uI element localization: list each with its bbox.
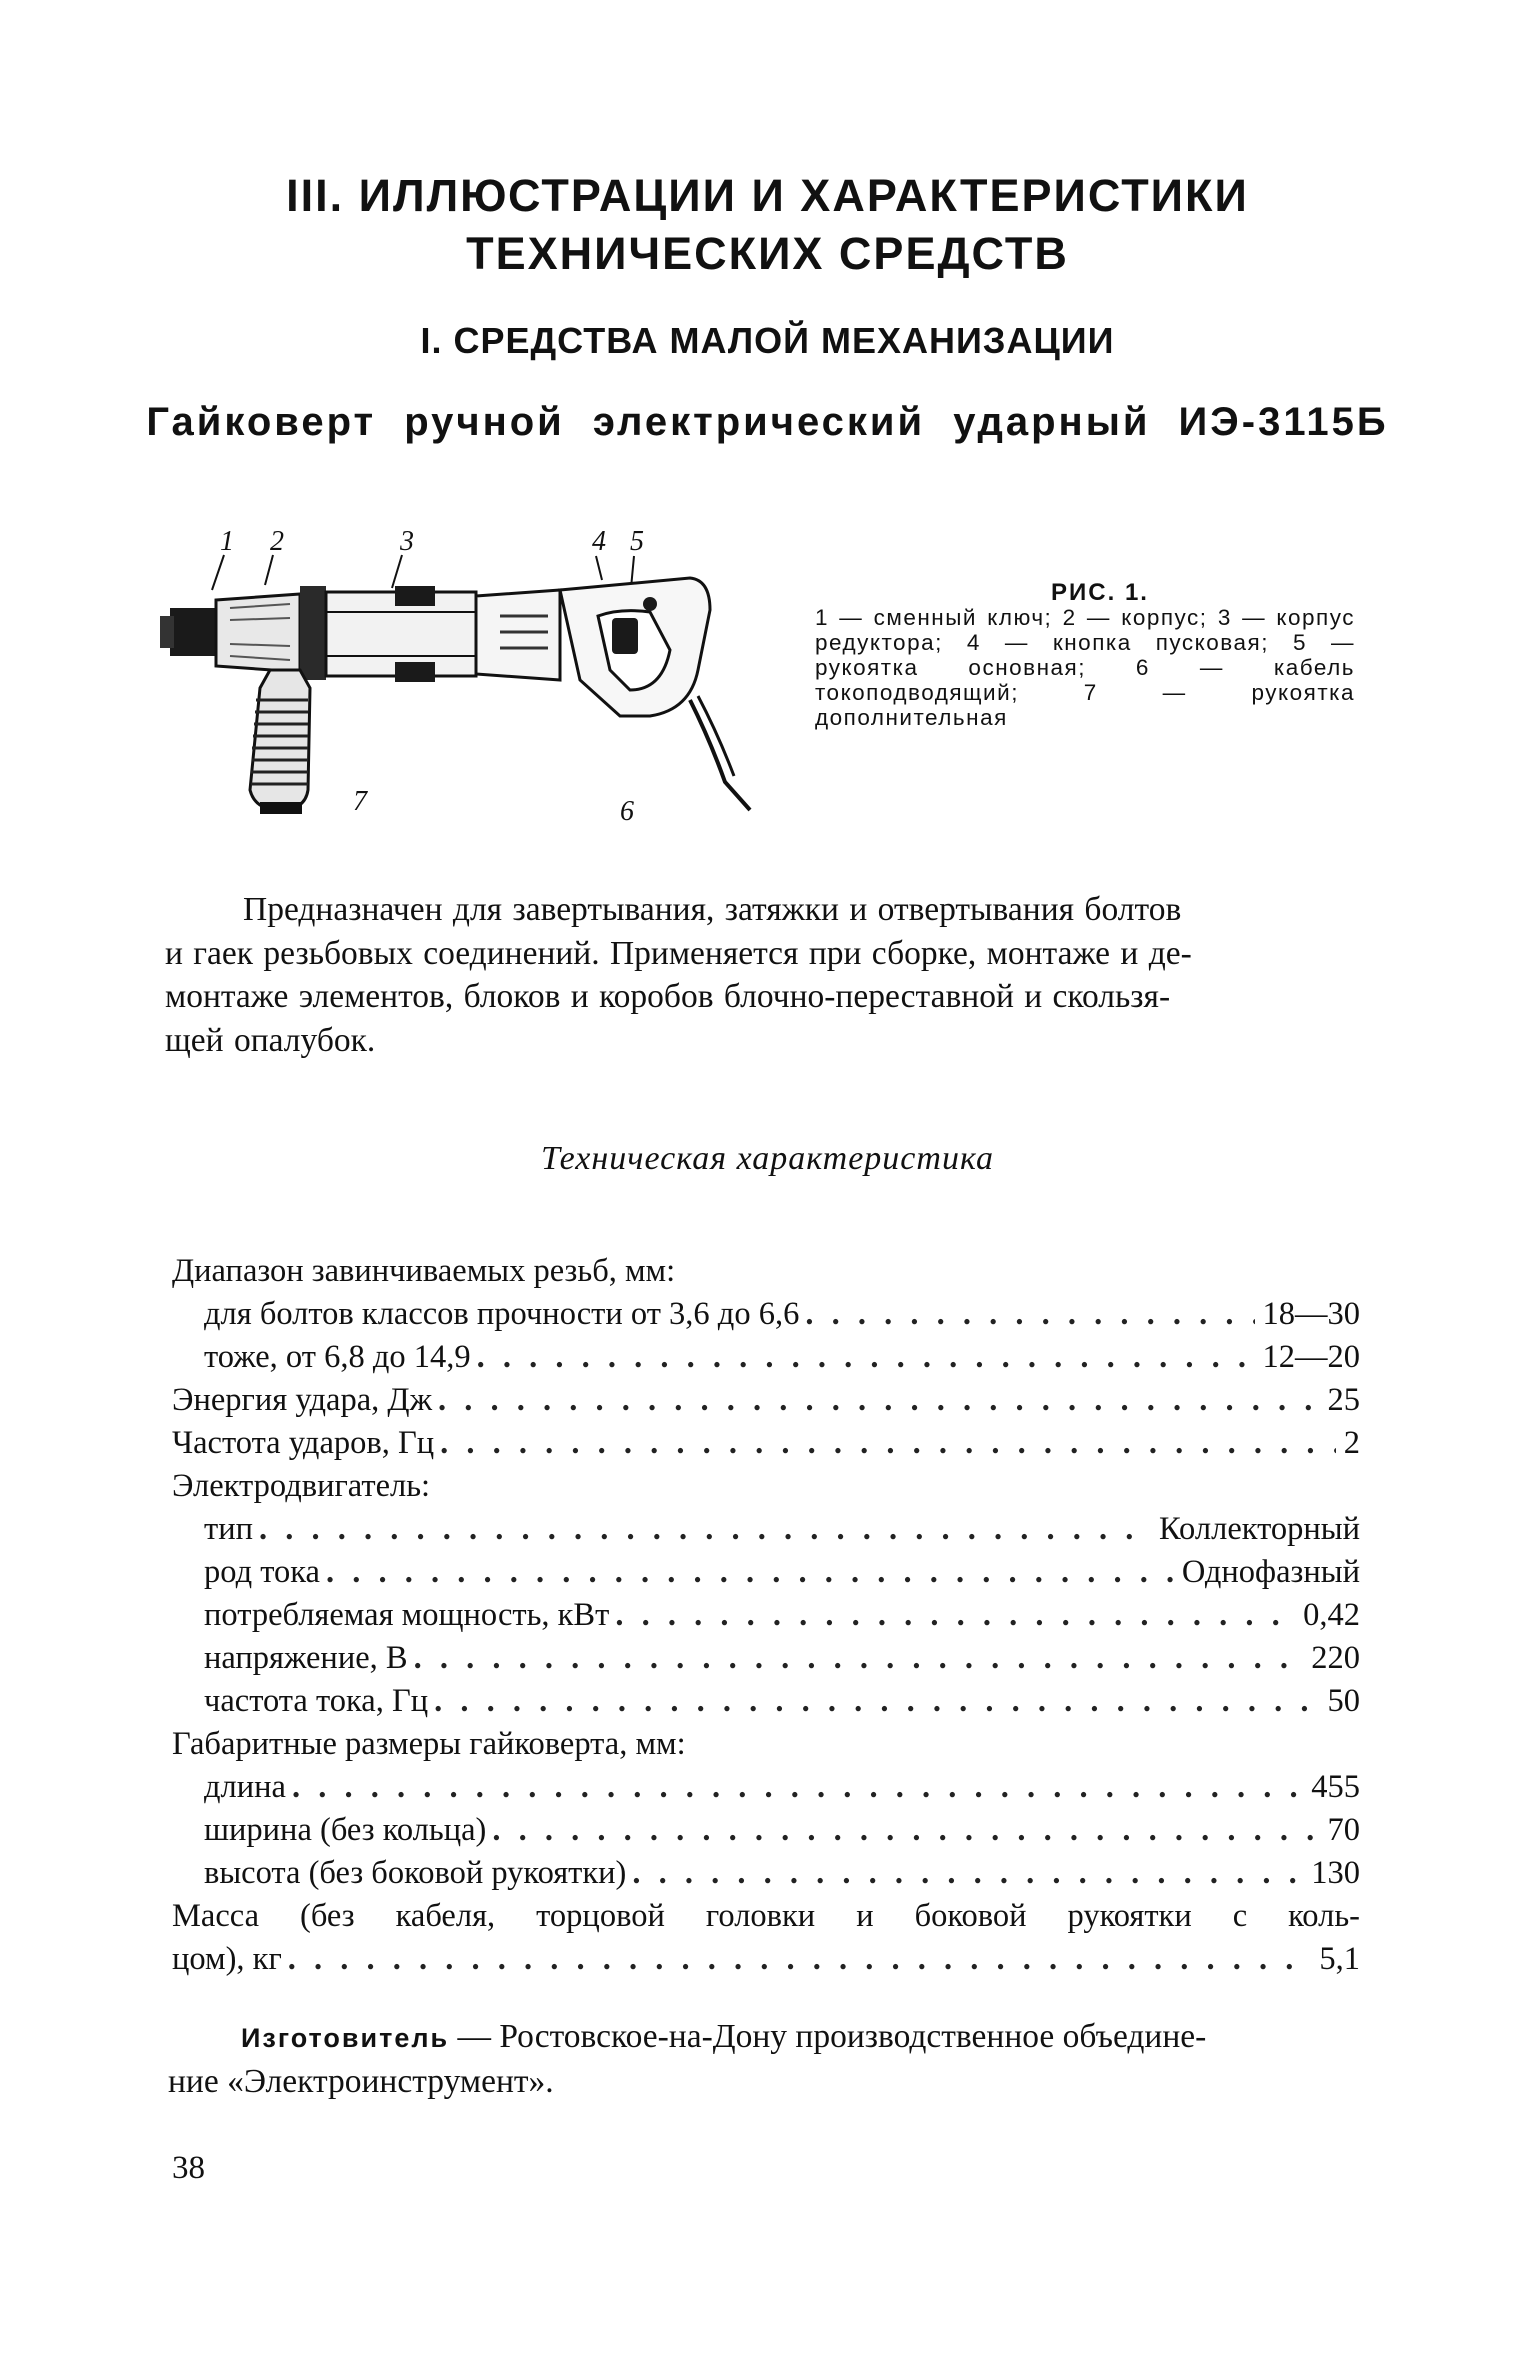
leader-dots [805, 1293, 1254, 1336]
spec-heading-label: Диапазон завинчиваемых резьб, мм: [172, 1253, 676, 1289]
spec-value: Однофазный [1181, 1554, 1360, 1590]
callout-3: 3 [400, 526, 414, 557]
leader-dots [438, 1379, 1319, 1422]
section-title-line1: III. ИЛЛЮСТРАЦИИ И ХАРАКТЕРИСТИКИ [286, 170, 1249, 221]
spec-label: род тока [204, 1554, 320, 1590]
spec-label: частота тока, Гц [204, 1683, 429, 1719]
spec-row [172, 1680, 1360, 1723]
leader-dots [440, 1422, 1336, 1465]
spec-value: 18—30 [1262, 1296, 1360, 1332]
spec-row [172, 1637, 1360, 1680]
spec-heading-motor [172, 1465, 1360, 1508]
figure-caption [815, 580, 1355, 730]
spec-heading-dimensions [172, 1723, 1360, 1766]
description-line: щей опалубок. [165, 1021, 376, 1059]
spec-value: Коллекторный [1159, 1511, 1360, 1547]
leader-dots [434, 1680, 1319, 1723]
callout-5: 5 [630, 526, 644, 557]
spec-row [172, 1594, 1360, 1637]
figure-caption-title: РИС. 1. [1051, 579, 1149, 606]
spec-row [172, 1809, 1360, 1852]
leader-dots [615, 1594, 1295, 1637]
spec-heading-label: Габаритные размеры гайковерта, мм: [172, 1726, 686, 1762]
spec-label: цом), кг [172, 1941, 282, 1977]
leader-dots [326, 1551, 1174, 1594]
manufacturer-note [168, 2015, 1360, 2104]
description-line: и гаек резьбовых соединений. Применяется при сборке, монтаже и де- [165, 934, 1192, 972]
spec-label: Частота ударов, Гц [172, 1425, 435, 1461]
spec-row [172, 1551, 1360, 1594]
manufacturer-text: — Ростовское-на-Дону производственное объедине- [449, 2018, 1207, 2055]
spec-row [172, 1852, 1360, 1895]
spec-heading-threads [172, 1250, 1360, 1293]
spec-row [172, 1422, 1360, 1465]
item-title: Гайковерт ручной электрический ударный ИЭ-3115Б [146, 400, 1389, 444]
manufacturer-label: Изготовитель [241, 2023, 450, 2053]
callout-6: 6 [620, 796, 634, 827]
impact-wrench-illustration [150, 520, 770, 830]
spec-label: длина [204, 1769, 286, 1805]
section-title-line2: ТЕХНИЧЕСКИХ СРЕДСТВ [466, 228, 1069, 279]
spec-row-mass-line2 [172, 1938, 1360, 1981]
spec-value: 50 [1327, 1683, 1360, 1719]
subsection-title: I. СРЕДСТВА МАЛОЙ МЕХАНИЗАЦИИ [420, 320, 1115, 361]
callout-4: 4 [592, 526, 606, 557]
spec-label: высота (без боковой рукоятки) [204, 1855, 627, 1891]
spec-value: 25 [1327, 1382, 1360, 1418]
description-paragraph [165, 888, 1360, 1062]
spec-value: 5,1 [1319, 1941, 1360, 1977]
spec-label: тоже, от 6,8 до 14,9 [204, 1339, 471, 1375]
spec-label: для болтов классов прочности от 3,6 до 6,6 [204, 1296, 800, 1332]
spec-value: 0,42 [1303, 1597, 1360, 1633]
spec-value: 2 [1343, 1425, 1360, 1461]
spec-row [172, 1293, 1360, 1336]
spec-label: потребляемая мощность, кВт [204, 1597, 610, 1633]
callout-7: 7 [353, 786, 367, 817]
spec-row-mass-line1 [172, 1895, 1360, 1938]
spec-heading-label: Электродвигатель: [172, 1468, 431, 1504]
spec-label: тип [204, 1511, 253, 1547]
spec-row [172, 1766, 1360, 1809]
leader-dots [492, 1809, 1319, 1852]
spec-label: Энергия удара, Дж [172, 1382, 433, 1418]
spec-value: 70 [1327, 1812, 1360, 1848]
spec-label: напряжение, В [204, 1640, 408, 1676]
specs-table [172, 1250, 1360, 1981]
spec-row [172, 1508, 1360, 1551]
callout-2: 2 [270, 526, 284, 557]
manufacturer-line2: ние «Электроинструмент». [168, 2063, 554, 2100]
callout-1: 1 [220, 526, 234, 557]
leader-dots [259, 1508, 1151, 1551]
spec-label: ширина (без кольца) [204, 1812, 487, 1848]
page-number: 38 [172, 2150, 205, 2186]
spec-value: 12—20 [1262, 1339, 1360, 1375]
leader-dots [477, 1336, 1255, 1379]
spec-value: 220 [1311, 1640, 1360, 1676]
spec-row [172, 1336, 1360, 1379]
description-line: монтаже элементов, блоков и коробов блочно-переставной и скользя- [165, 978, 1171, 1015]
description-line: Предназначен для завертывания, затяжки и отвертывания болтов [243, 891, 1182, 928]
specs-title: Техническая характеристика [540, 1140, 995, 1177]
spec-value: 455 [1311, 1769, 1360, 1805]
figure-caption-text: 1 — сменный ключ; 2 — корпус; 3 — корпус редуктора; 4 — кнопка пусковая; 5 — рукоятка основная; 6 — кабель токоподводящий; 7 — рукоятка дополнительная [815, 605, 1355, 730]
spec-row [172, 1379, 1360, 1422]
leader-dots [632, 1852, 1303, 1895]
leader-dots [292, 1766, 1303, 1809]
spec-value: 130 [1311, 1855, 1360, 1891]
leader-dots [414, 1637, 1304, 1680]
leader-dots [288, 1938, 1312, 1981]
spec-label: Масса (без кабеля, торцовой головки и боковой рукоятки с коль- [172, 1898, 1360, 1934]
manufacturer-line1 [168, 2015, 1360, 2060]
